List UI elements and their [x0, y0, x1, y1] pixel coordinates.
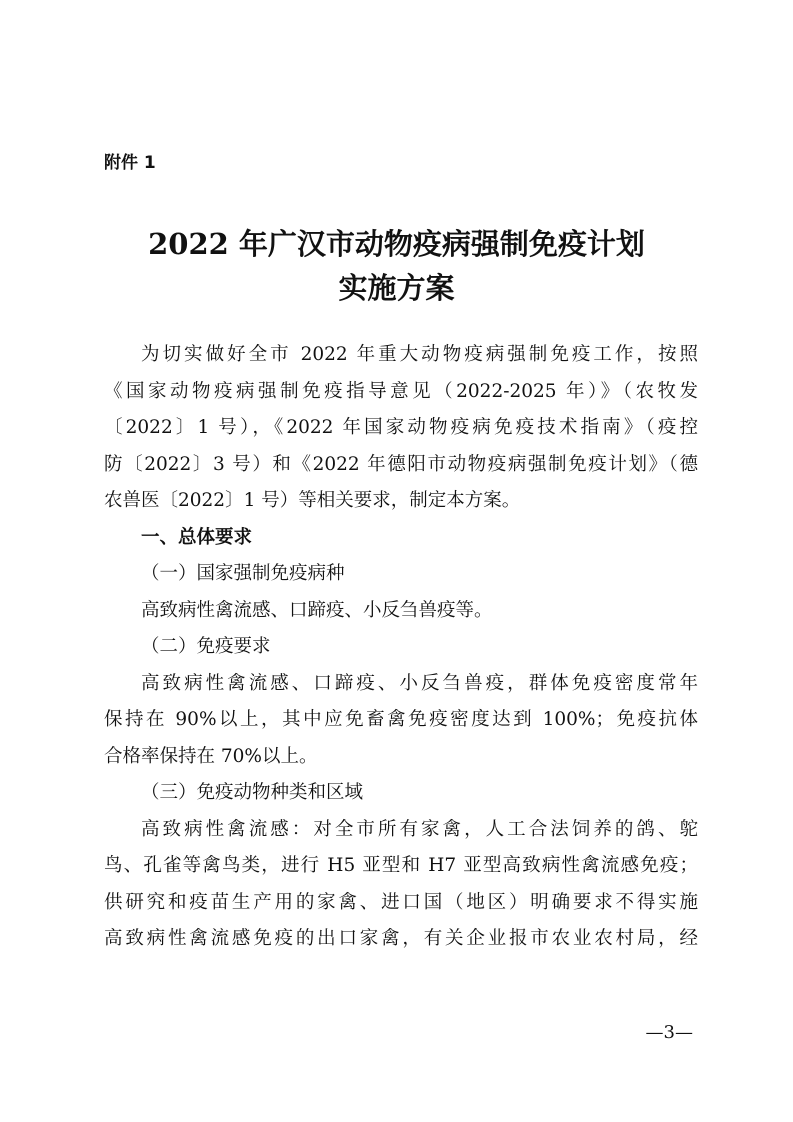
intro-line: 《国家动物疫病强制免疫指导意见（2022-2025 年）》（农牧发 — [104, 380, 698, 402]
paragraph-line: 高致病性禽流感、口蹄疫、小反刍兽疫等。 — [141, 599, 493, 621]
page-number: —3— — [645, 1022, 693, 1043]
paragraph-line: 保持在 90%以上，其中应免畜禽免疫密度达到 100%；免疫抗体 — [104, 709, 698, 730]
paragraph-line: 高致病性禽流感、口蹄疫、小反刍兽疫，群体免疫密度常年 — [141, 672, 698, 694]
intro-line: 防〔2022〕3 号）和《2022 年德阳市动物疫病强制免疫计划》（德 — [104, 453, 698, 475]
subsection-heading: （三）免疫动物种类和区域 — [141, 782, 364, 803]
paragraph-line: 鸟、孔雀等禽鸟类，进行 H5 亚型和 H7 亚型高致病性禽流感免疫； — [104, 855, 698, 876]
attachment-label: 附件 1 — [104, 153, 156, 173]
paragraph-line: 高致病性禽流感：对全市所有家禽，人工合法饲养的鸽、鸵 — [141, 818, 698, 840]
paragraph-line: 合格率保持在 70%以上。 — [104, 745, 318, 767]
intro-line: 为切实做好全市 2022 年重大动物疫病强制免疫工作，按照 — [141, 344, 698, 365]
document-title-line2: 实施方案 — [338, 271, 455, 305]
paragraph-line: 高致病性禽流感免疫的出口家禽，有关企业报市农业农村局，经 — [104, 928, 698, 949]
subsection-heading: （二）免疫要求 — [141, 636, 271, 657]
paragraph-line: 供研究和疫苗生产用的家禽、进口国（地区）明确要求不得实施 — [104, 891, 698, 913]
section-heading: 一、总体要求 — [141, 526, 253, 548]
intro-line: 农兽医〔2022〕1 号）等相关要求，制定本方案。 — [104, 490, 521, 511]
document-body — [104, 337, 698, 958]
subsection-heading: （一）国家强制免疫病种 — [141, 563, 345, 584]
intro-line: 〔2022〕1 号），《2022 年国家动物疫病免疫技术指南》（疫控 — [104, 417, 698, 438]
document-title-line1: 2022 年广汉市动物疫病强制免疫计划 — [148, 227, 645, 261]
